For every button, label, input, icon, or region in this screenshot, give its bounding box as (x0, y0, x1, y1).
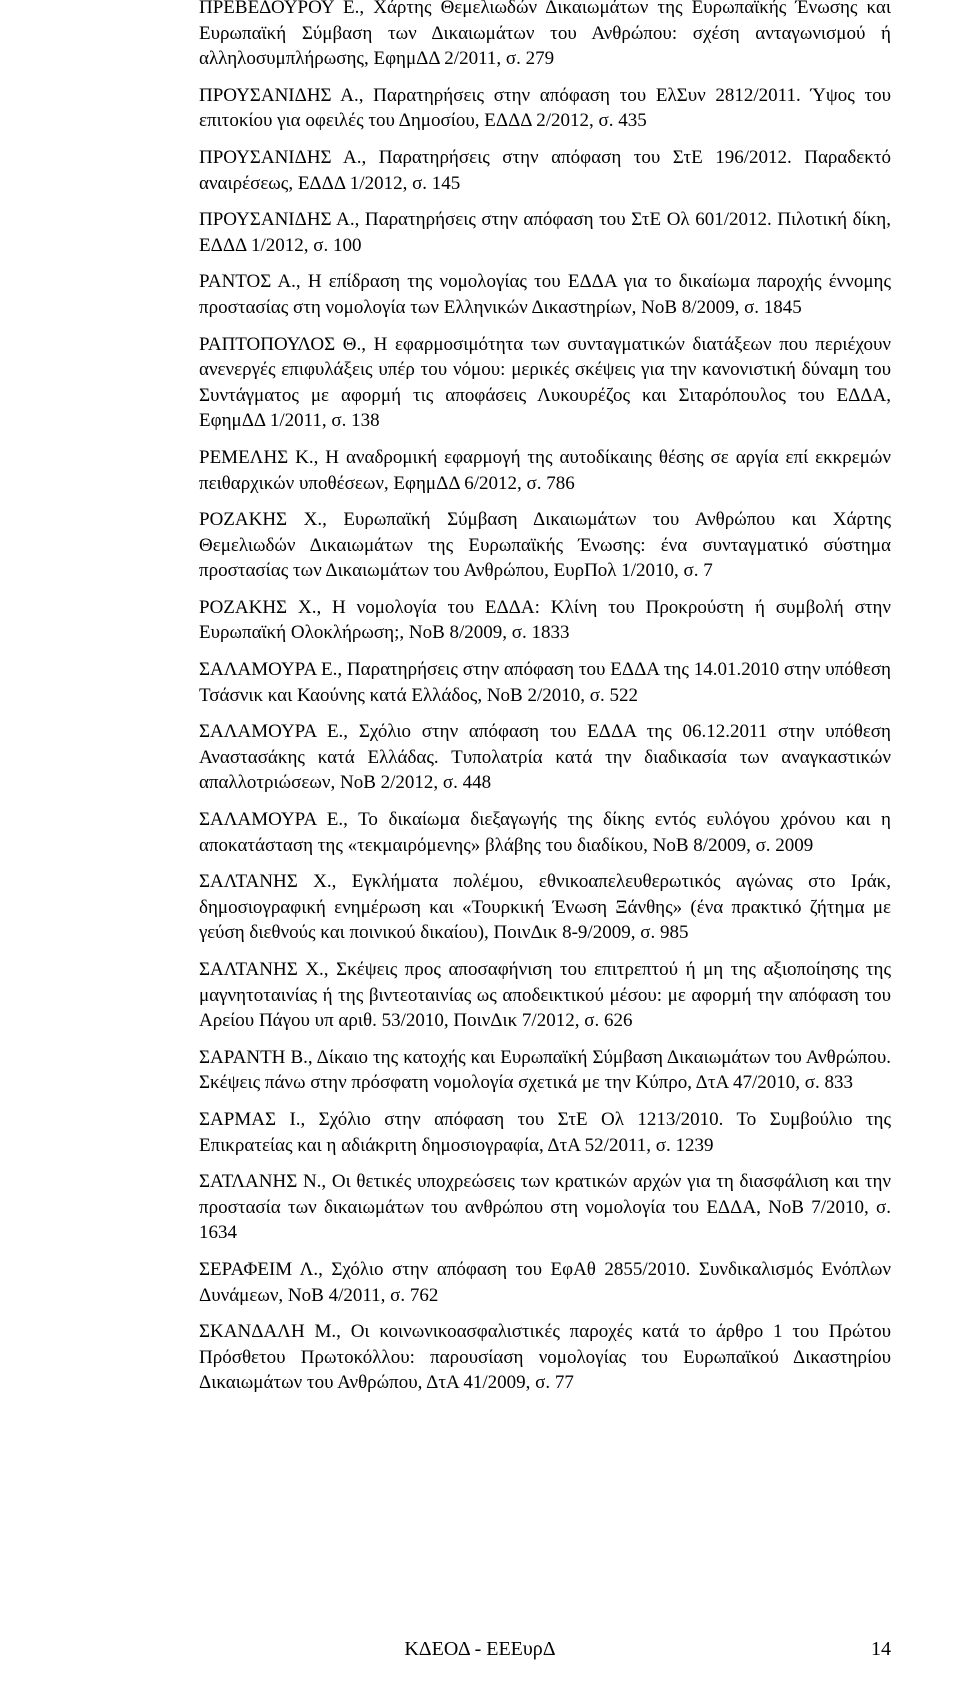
bibliography-entry: ΡΑΠΤΟΠΟΥΛΟΣ Θ., Η εφαρμοσιμότητα των συνταγματικών διατάξεων που περιέχουν ανενεργές επιφυλάξεις υπέρ του νόμου: μερικές σκέψεις για την κανονιστική δύναμη του Συντάγματος με αφορμή τις αποφάσεις Λυκουρέζος και Σιταρόπουλος του ΕΔΔΑ, ΕφημΔΔ 1/2011, σ. 138 (199, 333, 891, 432)
bibliography-entry: ΡΑΝΤΟΣ Α., Η επίδραση της νομολογίας του ΕΔΔΑ για το δικαίωμα παροχής έννομης προστασίας στη νομολογία των Ελληνικών Δικαστηρίων, ΝοΒ 8/2009, σ. 1845 (199, 271, 891, 318)
bibliography-entry: ΡΟΖΑΚΗΣ Χ., Ευρωπαϊκή Σύμβαση Δικαιωμάτων του Ανθρώπου και Χάρτης Θεμελιωδών Δικαιωμάτων της Ευρωπαϊκής Ένωσης: ένα συνταγματικό σύστημα προστασίας των Δικαιωμάτων του Ανθρώπου, ΕυρΠολ 1/2010, σ. 7 (199, 509, 891, 582)
bibliography-entry: ΠΡΟΥΣΑΝΙΔΗΣ Α., Παρατηρήσεις στην απόφαση του ΣτΕ Ολ 601/2012. Πιλοτική δίκη, ΕΔΔΔ 1/2012, σ. 100 (199, 209, 891, 256)
bibliography-entry: ΡΕΜΕΛΗΣ Κ., Η αναδρομική εφαρμογή της αυτοδίκαιης θέσης σε αργία επί εκκρεμών πειθαρχικών υποθέσεων, ΕφημΔΔ 6/2012, σ. 786 (199, 446, 891, 494)
page-footer: ΚΔΕΟΔ - ΕΕΕυρΔ (404, 1638, 556, 1660)
bibliography-entry: ΣΑΡΑΝΤΗ Β., Δίκαιο της κατοχής και Ευρωπαϊκή Σύμβαση Δικαιωμάτων του Ανθρώπου. Σκέψεις πάνω στην πρόσφατη νομολογία σχετικά με την Κύπρο, ΔτΑ 47/2010, σ. 833 (199, 1046, 891, 1094)
bibliography-entry: ΣΑΡΜΑΣ Ι., Σχόλιο στην απόφαση του ΣτΕ Ολ 1213/2010. Το Συμβούλιο της Επικρατείας και η αδιάκριτη δημοσιογραφία, ΔτΑ 52/2011, σ. 1239 (199, 1108, 891, 1156)
bibliography-entry: ΣΑΤΛΑΝΗΣ Ν., Οι θετικές υποχρεώσεις των κρατικών αρχών για τη διασφάλιση και την προστασία των δικαιωμάτων του ανθρώπου στη νομολογία του ΕΔΔΑ, ΝοΒ 7/2010, σ. 1634 (199, 1171, 891, 1244)
bibliography-entry: ΣΑΛΤΑΝΗΣ Χ., Εγκλήματα πολέμου, εθνικοαπελευθερωτικός αγώνας στο Ιράκ, δημοσιογραφική ενημέρωση και «Τουρκική Ένωση Ξάνθης» (ένα πρακτικό ζήτημα με γεύση διεθνούς και ποινικού δικαίου), ΠοινΔικ 8-9/2009, σ. 985 (199, 871, 891, 944)
page-number: 14 (871, 1638, 891, 1660)
bibliography-entry: ΠΡΟΥΣΑΝΙΔΗΣ Α., Παρατηρήσεις στην απόφαση του ΕλΣυν 2812/2011. Ύψος του επιτοκίου για οφειλές του Δημοσίου, ΕΔΔΔ 2/2012, σ. 435 (199, 84, 891, 132)
bibliography-entry: ΣΑΛΤΑΝΗΣ Χ., Σκέψεις προς αποσαφήνιση του επιτρεπτού ή μη της αξιοποίησης της μαγνητοταινίας ή της βιντεοταινίας ως αποδεικτικού μέσου: με αφορμή την απόφαση του Αρείου Πάγου υπ αριθ. 53/2010, ΠοινΔικ 7/2012, σ. 626 (199, 959, 891, 1032)
bibliography-entry: ΣΚΑΝΔΑΛΗ Μ., Οι κοινωνικοασφαλιστικές παροχές κατά το άρθρο 1 του Πρώτου Πρόσθετου Πρωτοκόλλου: παρουσίαση νομολογίας του Ευρωπαϊκού Δικαστηρίου Δικαιωμάτων του Ανθρώπου, ΔτΑ 41/2009, σ. 77 (199, 1321, 891, 1394)
bibliography-entry: ΣΑΛΑΜΟΥΡΑ Ε., Σχόλιο στην απόφαση του ΕΔΔΑ της 06.12.2011 στην υπόθεση Αναστασάκης κατά Ελλάδας. Τυπολατρία κατά την διαδικασία των αναγκαστικών απαλλοτριώσεων, ΝοΒ 2/2012, σ. 448 (199, 721, 891, 794)
bibliography-entry: ΣΑΛΑΜΟΥΡΑ Ε., Παρατηρήσεις στην απόφαση του ΕΔΔΑ της 14.01.2010 στην υπόθεση Τσάσνικ και Καούνης κατά Ελλάδος, ΝοΒ 2/2010, σ. 522 (199, 659, 891, 706)
bibliography-entry: ΣΑΛΑΜΟΥΡΑ Ε., Το δικαίωμα διεξαγωγής της δίκης εντός ευλόγου χρόνου και η αποκατάσταση της «τεκμαιρόμενης» βλάβης του διαδίκου, ΝοΒ 8/2009, σ. 2009 (199, 809, 891, 856)
bibliography-entry: ΠΡΟΥΣΑΝΙΔΗΣ Α., Παρατηρήσεις στην απόφαση του ΣτΕ 196/2012. Παραδεκτό αναιρέσεως, ΕΔΔΔ 1/2012, σ. 145 (199, 146, 891, 194)
bibliography-list (199, 0, 891, 1407)
bibliography-entry: ΡΟΖΑΚΗΣ Χ., Η νομολογία του ΕΔΔΑ: Κλίνη του Προκρούστη ή συμβολή στην Ευρωπαϊκή Ολοκλήρωση;, ΝοΒ 8/2009, σ. 1833 (199, 596, 891, 644)
bibliography-entry: ΠΡΕΒΕΔΟΥΡΟΥ Ε., Χάρτης Θεμελιωδών Δικαιωμάτων της Ευρωπαϊκής Ένωσης και Ευρωπαϊκή Σύμβαση των Δικαιωμάτων του Ανθρώπου: σχέση ανταγωνισμού ή αλληλοσυμπλήρωσης, ΕφημΔΔ 2/2011, σ. 279 (199, 0, 891, 70)
bibliography-entry: ΣΕΡΑΦΕΙΜ Λ., Σχόλιο στην απόφαση του ΕφΑθ 2855/2010. Συνδικαλισμός Ενόπλων Δυνάμεων, ΝοΒ 4/2011, σ. 762 (199, 1258, 891, 1306)
